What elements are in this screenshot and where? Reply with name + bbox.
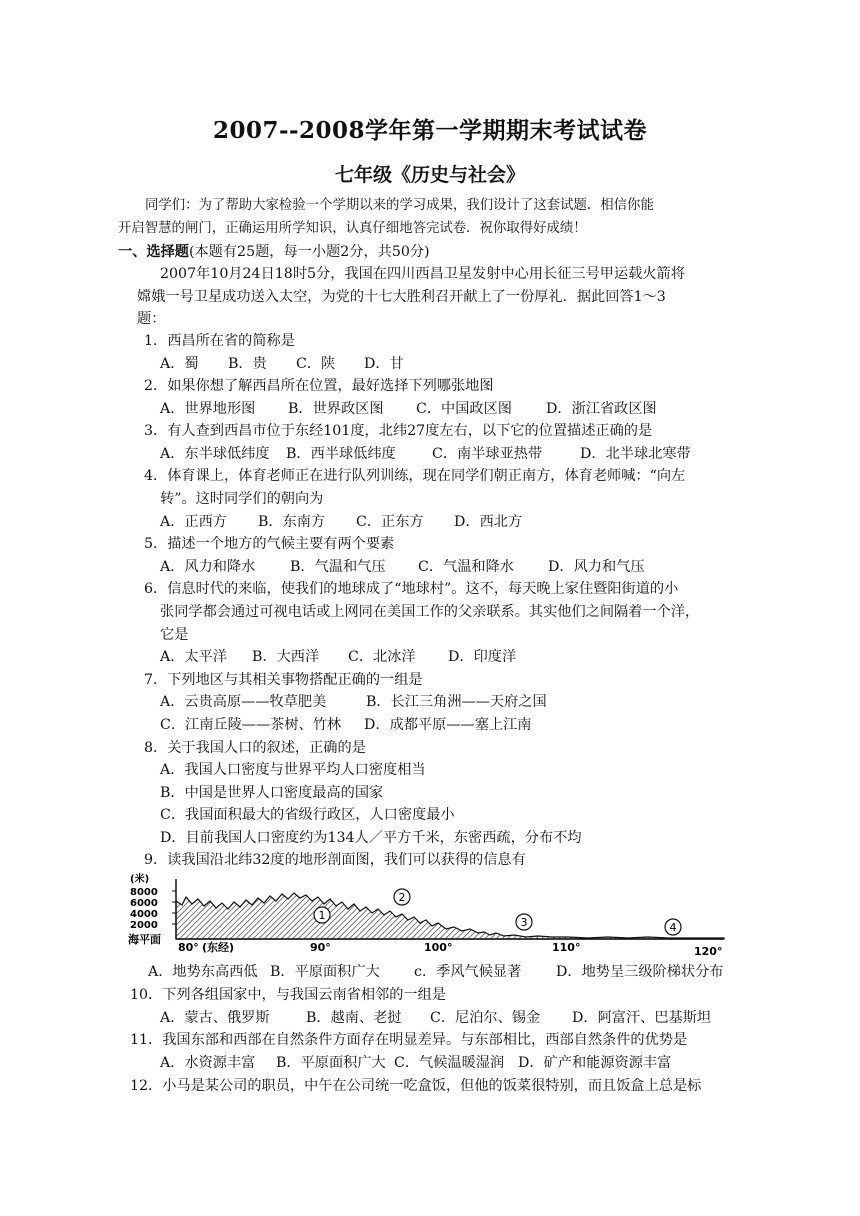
q7-option-b: B．长江三角洲——天府之国 — [366, 694, 547, 710]
q9-stem: 9．读我国沿北纬32度的地形剖面图，我们可以获得的信息有 — [144, 852, 526, 868]
profile-xtick-120: 120° — [694, 945, 723, 958]
q7-option-c: C．江南丘陵——茶树、竹林 — [160, 717, 342, 733]
profile-ytick-8000: 8000 — [130, 887, 158, 898]
profile-ytick-6000: 6000 — [130, 898, 158, 909]
q1-option-d: D．甘 — [364, 356, 404, 372]
q7-stem: 7．下列地区与其相关事物搭配正确的一组是 — [144, 672, 423, 688]
q9-option-b: B．平原面积广大 — [270, 964, 380, 980]
passage-line-3: 题： — [137, 311, 166, 327]
q4-option-d: D．西北方 — [454, 514, 523, 530]
q11-option-d: D．矿产和能源资源丰富 — [518, 1055, 672, 1071]
q8-stem: 8．关于我国人口的叙述，正确的是 — [144, 740, 366, 756]
q11-option-a: A．水资源丰富 — [160, 1055, 256, 1071]
q4-option-c: C．正东方 — [356, 514, 424, 530]
profile-marker-1-label: 1 — [318, 909, 326, 922]
q8-option-d: D．目前我国人口密度约为134人／平方千米，东密西疏，分布不均 — [160, 830, 582, 846]
passage-line-1: 2007年10月24日18时5分，我国在四川西昌卫星发射中心用长征三号甲运载火箭将 — [160, 266, 685, 282]
q10-stem: 10．下列各组国家中，与我国云南省相邻的一组是 — [130, 987, 446, 1003]
profile-xtick-80: 80° — [178, 941, 199, 954]
profile-marker-2-label: 2 — [398, 891, 406, 904]
q10-option-b: B．越南、老挝 — [306, 1010, 402, 1026]
profile-ytick-4000: 4000 — [130, 909, 158, 920]
q1-option-b: B．贵 — [228, 356, 267, 372]
section-label: 一、选择题 — [118, 244, 189, 260]
q6-option-c: C．北冰洋 — [348, 649, 416, 665]
exam-subtitle: 七年级《历史与社会》 — [334, 164, 525, 186]
intro-line-2: 开启智慧的闸门，正确运用所学知识，认真仔细地答完试卷．祝你取得好成绩！ — [118, 221, 587, 236]
intro-line-1: 同学们：为了帮助大家检验一个学期以来的学习成果，我们设计了这套试题．相信你能 — [145, 198, 654, 213]
profile-ytick-2000: 2000 — [130, 920, 158, 931]
q10-option-c: C．尼泊尔、锡金 — [430, 1010, 541, 1026]
q11-stem: 11．我国东部和西部在自然条件方面存在明显差异。与东部相比，西部自然条件的优势是 — [130, 1032, 688, 1048]
q9-option-d: D．地势呈三级阶梯状分布 — [556, 964, 724, 980]
exam-title: 2007--2008学年第一学期期末考试试卷 — [212, 117, 648, 144]
q3-option-d: D．北半球北寒带 — [580, 446, 691, 462]
q7-option-d: D．成都平原——塞上江南 — [364, 717, 532, 733]
section-heading — [118, 242, 430, 262]
terrain-profile-figure — [128, 871, 728, 959]
terrain-profile-shape — [176, 893, 724, 939]
q2-option-c: C．中国政区图 — [416, 401, 512, 417]
q1-option-c: C．陕 — [296, 356, 336, 372]
q6-option-b: B．大西洋 — [252, 649, 320, 665]
q1-stem: 1．西昌所在省的简称是 — [144, 333, 295, 349]
q4-stem-line-2: 转”。这时同学们的朝向为 — [160, 491, 324, 507]
profile-xtick-100: 100° — [424, 941, 453, 954]
q9-option-c: c．季风气候显著 — [414, 964, 522, 980]
profile-xtick-east-longitude: (东经) — [202, 941, 235, 954]
q4-stem-line-1: 4．体育课上，体育老师正在进行队列训练，现在同学们朝正南方，体育老师喊：“向左 — [144, 468, 686, 484]
q6-option-a: A．太平洋 — [160, 649, 227, 665]
q3-stem: 3．有人查到西昌市位于东经101度，北纬27度左右，以下它的位置描述正确的是 — [144, 423, 653, 439]
q7-option-a: A．云贵高原——牧草肥美 — [160, 694, 327, 710]
q6-stem-line-3: 它是 — [160, 627, 189, 643]
profile-sea-level-label: 海平面 — [128, 933, 161, 946]
q11-option-c: C．气候温暖湿润 — [394, 1055, 505, 1071]
q6-option-d: D．印度洋 — [448, 649, 517, 665]
profile-marker-4-label: 4 — [669, 921, 677, 934]
passage-line-2: 嫦娥一号卫星成功送入太空，为党的十七大胜利召开献上了一份厚礼．据此回答1～3 — [137, 289, 666, 305]
q3-option-c: C．南半球亚热带 — [432, 446, 543, 462]
q8-option-b: B．中国是世界人口密度最高的国家 — [160, 785, 384, 801]
q5-option-a: A．风力和降水 — [160, 559, 256, 575]
profile-marker-3-label: 3 — [520, 916, 528, 929]
q5-option-c: C．气温和降水 — [418, 559, 514, 575]
section-note: (本题有25题，每一小题2分，共50分) — [188, 244, 430, 260]
q1-option-a: A．蜀 — [160, 356, 199, 372]
q10-option-a: A．蒙古、俄罗斯 — [160, 1010, 270, 1026]
q11-option-b: B．平原面积广大 — [276, 1055, 386, 1071]
q5-stem: 5．描述一个地方的气候主要有两个要素 — [144, 536, 395, 552]
q10-option-d: D．阿富汗、巴基斯坦 — [572, 1010, 712, 1026]
profile-xtick-90: 90° — [310, 941, 331, 954]
q2-option-a: A．世界地形图 — [160, 401, 256, 417]
q5-option-d: D．风力和气压 — [548, 559, 645, 575]
q12-stem: 12．小马是某公司的职员，中午在公司统一吃盒饭，但他的饭菜很特别，而且饭盒上总是标 — [130, 1078, 702, 1094]
q2-stem: 2．如果你想了解西昌所在位置，最好选择下列哪张地图 — [144, 378, 494, 394]
q2-option-b: B．世界政区图 — [288, 401, 384, 417]
q6-stem-line-1: 6．信息时代的来临，使我们的地球成了“地球村”。这不，每天晚上家住暨阳街道的小 — [144, 581, 679, 597]
q4-option-a: A．正西方 — [160, 514, 227, 530]
q2-option-d: D．浙江省政区图 — [546, 401, 657, 417]
q3-option-b: B．西半球低纬度 — [286, 446, 396, 462]
q5-option-b: B．气温和气压 — [290, 559, 386, 575]
q8-option-c: C．我国面积最大的省级行政区，人口密度最小 — [160, 807, 455, 823]
profile-unit-label: (米) — [130, 874, 150, 885]
q8-option-a: A．我国人口密度与世界平均人口密度相当 — [160, 762, 426, 778]
q4-option-b: B．东南方 — [258, 514, 326, 530]
q9-option-a: A．地势东高西低 — [148, 964, 258, 980]
q6-stem-line-2: 张同学都会通过可视电话或上网同在美国工作的父亲联系。其实他们之间隔着一个洋， — [160, 604, 700, 620]
q3-option-a: A．东半球低纬度 — [160, 446, 270, 462]
profile-xtick-110: 110° — [552, 941, 581, 954]
